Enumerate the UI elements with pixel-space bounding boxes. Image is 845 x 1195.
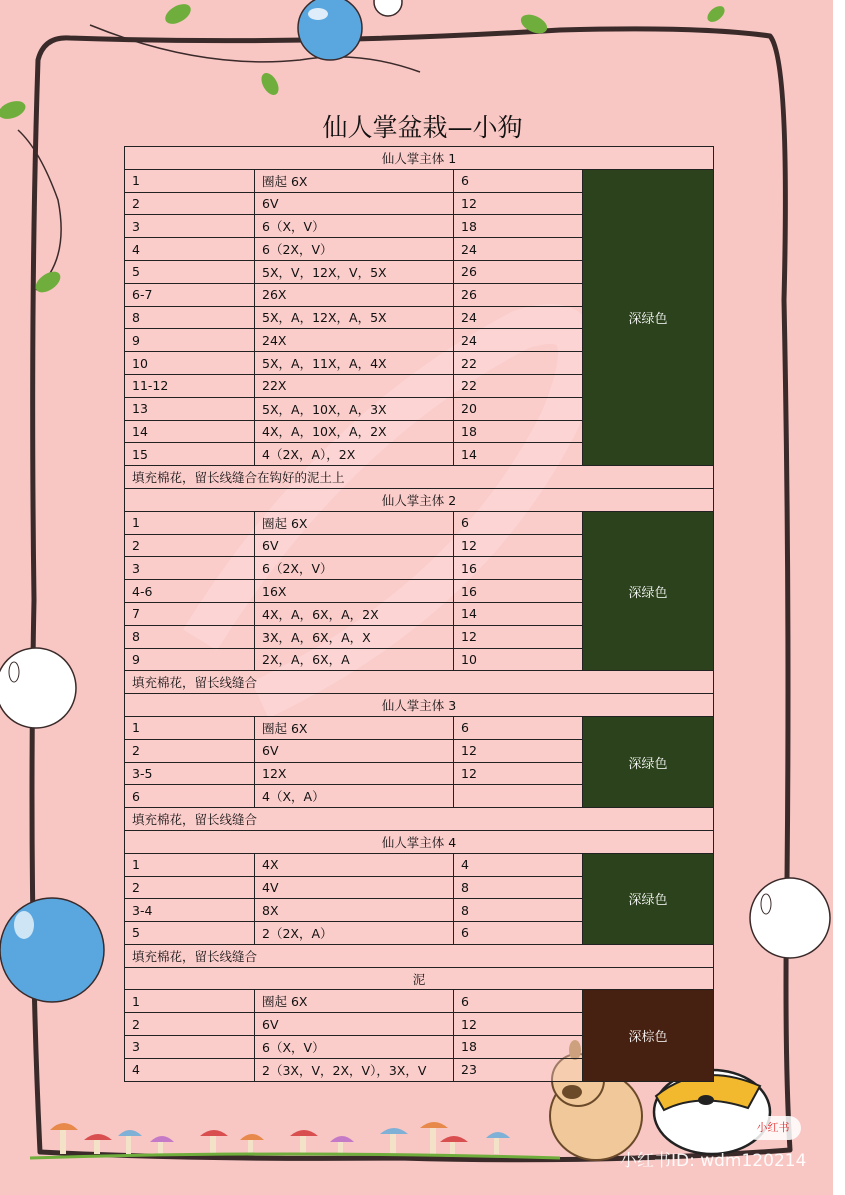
section-header: 仙人掌主体 2 — [125, 488, 714, 511]
stitch-cell: 2（2X，A） — [255, 922, 454, 945]
round-cell: 2 — [125, 876, 255, 899]
table-row — [125, 716, 714, 739]
round-cell: 2 — [125, 192, 255, 215]
count-cell: 14 — [454, 443, 583, 466]
stitch-cell: 圈起 6X — [255, 716, 454, 739]
stitch-cell: 26X — [255, 283, 454, 306]
stitch-cell: 4（X，A） — [255, 785, 454, 808]
crochet-pattern-table — [124, 146, 714, 1082]
bubble-icon — [750, 878, 830, 958]
stitch-cell: 圈起 6X — [255, 511, 454, 534]
stitch-cell: 6V — [255, 534, 454, 557]
table-row — [125, 169, 714, 192]
round-cell: 8 — [125, 306, 255, 329]
count-cell: 10 — [454, 648, 583, 671]
count-cell: 4 — [454, 853, 583, 876]
stitch-cell: 5X，A，12X，A，5X — [255, 306, 454, 329]
count-cell: 20 — [454, 397, 583, 420]
count-cell: 6 — [454, 169, 583, 192]
section-header-row — [125, 694, 714, 717]
count-cell — [454, 785, 583, 808]
round-cell: 6 — [125, 785, 255, 808]
stitch-cell: 5X，A，10X，A，3X — [255, 397, 454, 420]
stitch-cell: 圈起 6X — [255, 169, 454, 192]
section-header: 仙人掌主体 3 — [125, 694, 714, 717]
round-cell: 4 — [125, 1058, 255, 1081]
yarn-color-cell: 深棕色 — [583, 990, 714, 1081]
count-cell: 6 — [454, 990, 583, 1013]
section-header-row — [125, 147, 714, 170]
count-cell: 18 — [454, 420, 583, 443]
stitch-cell: 12X — [255, 762, 454, 785]
count-cell: 8 — [454, 876, 583, 899]
stitch-cell: 6（X，V） — [255, 1036, 454, 1059]
page-title: 仙人掌盆栽—小狗 — [322, 113, 523, 142]
stitch-cell: 8X — [255, 899, 454, 922]
note-row — [125, 671, 714, 694]
stitch-cell: 6V — [255, 739, 454, 762]
count-cell: 12 — [454, 1013, 583, 1036]
inner-vine — [18, 130, 61, 290]
round-cell: 3 — [125, 215, 255, 238]
bubble-icon — [298, 0, 362, 60]
section-header-row — [125, 967, 714, 990]
stitch-cell: 4V — [255, 876, 454, 899]
count-cell: 12 — [454, 762, 583, 785]
stitch-cell: 6（X，V） — [255, 215, 454, 238]
round-cell: 3-4 — [125, 899, 255, 922]
round-cell: 10 — [125, 352, 255, 375]
count-cell: 18 — [454, 215, 583, 238]
stitch-cell: 5X，A，11X，A，4X — [255, 352, 454, 375]
table-row — [125, 990, 714, 1013]
section-header: 仙人掌主体 1 — [125, 147, 714, 170]
count-cell: 26 — [454, 283, 583, 306]
round-cell: 2 — [125, 739, 255, 762]
leaf-icon — [32, 267, 64, 296]
count-cell: 16 — [454, 557, 583, 580]
round-cell: 1 — [125, 716, 255, 739]
count-cell: 6 — [454, 511, 583, 534]
stitch-cell: 16X — [255, 580, 454, 603]
yarn-color-cell: 深绿色 — [583, 716, 714, 807]
round-cell: 4-6 — [125, 580, 255, 603]
round-cell: 3-5 — [125, 762, 255, 785]
round-cell: 14 — [125, 420, 255, 443]
count-cell: 12 — [454, 739, 583, 762]
table-row — [125, 511, 714, 534]
round-cell: 9 — [125, 648, 255, 671]
count-cell: 24 — [454, 306, 583, 329]
round-cell: 13 — [125, 397, 255, 420]
count-cell: 22 — [454, 352, 583, 375]
note-row — [125, 944, 714, 967]
bubble-icon — [0, 898, 104, 1002]
stitch-cell: 6（2X，V） — [255, 238, 454, 261]
stitch-cell: 2（3X，V，2X，V），3X，V — [255, 1058, 454, 1081]
stitch-cell: 24X — [255, 329, 454, 352]
count-cell: 6 — [454, 922, 583, 945]
round-cell: 5 — [125, 260, 255, 283]
stitch-cell: 4X，A，10X，A，2X — [255, 420, 454, 443]
stitch-cell: 4X，A，6X，A，2X — [255, 602, 454, 625]
stitch-cell: 4X — [255, 853, 454, 876]
round-cell: 5 — [125, 922, 255, 945]
table-row — [125, 853, 714, 876]
stitch-cell: 5X，V，12X，V，5X — [255, 260, 454, 283]
round-cell: 6-7 — [125, 283, 255, 306]
section-note: 填充棉花，留长线缝合 — [125, 944, 714, 967]
section-note: 填充棉花，留长线缝合在钩好的泥土上 — [125, 466, 714, 489]
count-cell: 22 — [454, 374, 583, 397]
stitch-cell: 6（2X，V） — [255, 557, 454, 580]
leaf-icon — [258, 70, 282, 98]
count-cell: 18 — [454, 1036, 583, 1059]
round-cell: 7 — [125, 602, 255, 625]
xiaohongshu-logo: 小红书 — [745, 1116, 801, 1140]
section-note: 填充棉花，留长线缝合 — [125, 671, 714, 694]
round-cell: 2 — [125, 1013, 255, 1036]
section-note: 填充棉花，留长线缝合 — [125, 808, 714, 831]
yarn-color-cell: 深绿色 — [583, 169, 714, 465]
stitch-cell: 6V — [255, 1013, 454, 1036]
bubble-icon — [0, 648, 76, 728]
count-cell: 12 — [454, 625, 583, 648]
count-cell: 16 — [454, 580, 583, 603]
section-header: 泥 — [125, 967, 714, 990]
round-cell: 4 — [125, 238, 255, 261]
stitch-cell: 6V — [255, 192, 454, 215]
stitch-cell: 3X，A，6X，A，X — [255, 625, 454, 648]
yarn-color-cell: 深绿色 — [583, 511, 714, 671]
count-cell: 24 — [454, 329, 583, 352]
stitch-cell: 22X — [255, 374, 454, 397]
count-cell: 26 — [454, 260, 583, 283]
note-row — [125, 466, 714, 489]
round-cell: 1 — [125, 169, 255, 192]
section-header-row — [125, 488, 714, 511]
note-row — [125, 808, 714, 831]
count-cell: 8 — [454, 899, 583, 922]
round-cell: 1 — [125, 511, 255, 534]
round-cell: 1 — [125, 990, 255, 1013]
count-cell: 12 — [454, 192, 583, 215]
count-cell: 14 — [454, 602, 583, 625]
round-cell: 9 — [125, 329, 255, 352]
leaf-icon — [162, 0, 194, 28]
count-cell: 6 — [454, 716, 583, 739]
bubble-icon — [374, 0, 402, 16]
count-cell: 23 — [454, 1058, 583, 1081]
round-cell: 3 — [125, 1036, 255, 1059]
count-cell: 24 — [454, 238, 583, 261]
round-cell: 8 — [125, 625, 255, 648]
stitch-cell: 2X，A，6X，A — [255, 648, 454, 671]
top-vine — [90, 25, 420, 72]
count-cell: 12 — [454, 534, 583, 557]
round-cell: 2 — [125, 534, 255, 557]
stitch-cell: 4（2X，A），2X — [255, 443, 454, 466]
round-cell: 1 — [125, 853, 255, 876]
section-header-row — [125, 830, 714, 853]
white-dog-cartoon-icon — [654, 1070, 770, 1154]
round-cell: 3 — [125, 557, 255, 580]
stitch-cell: 圈起 6X — [255, 990, 454, 1013]
watermark: 小红书ID: wdm120214 — [620, 1151, 807, 1171]
section-header: 仙人掌主体 4 — [125, 830, 714, 853]
round-cell: 15 — [125, 443, 255, 466]
round-cell: 11-12 — [125, 374, 255, 397]
yarn-color-cell: 深绿色 — [583, 853, 714, 944]
leaf-icon — [704, 3, 727, 25]
